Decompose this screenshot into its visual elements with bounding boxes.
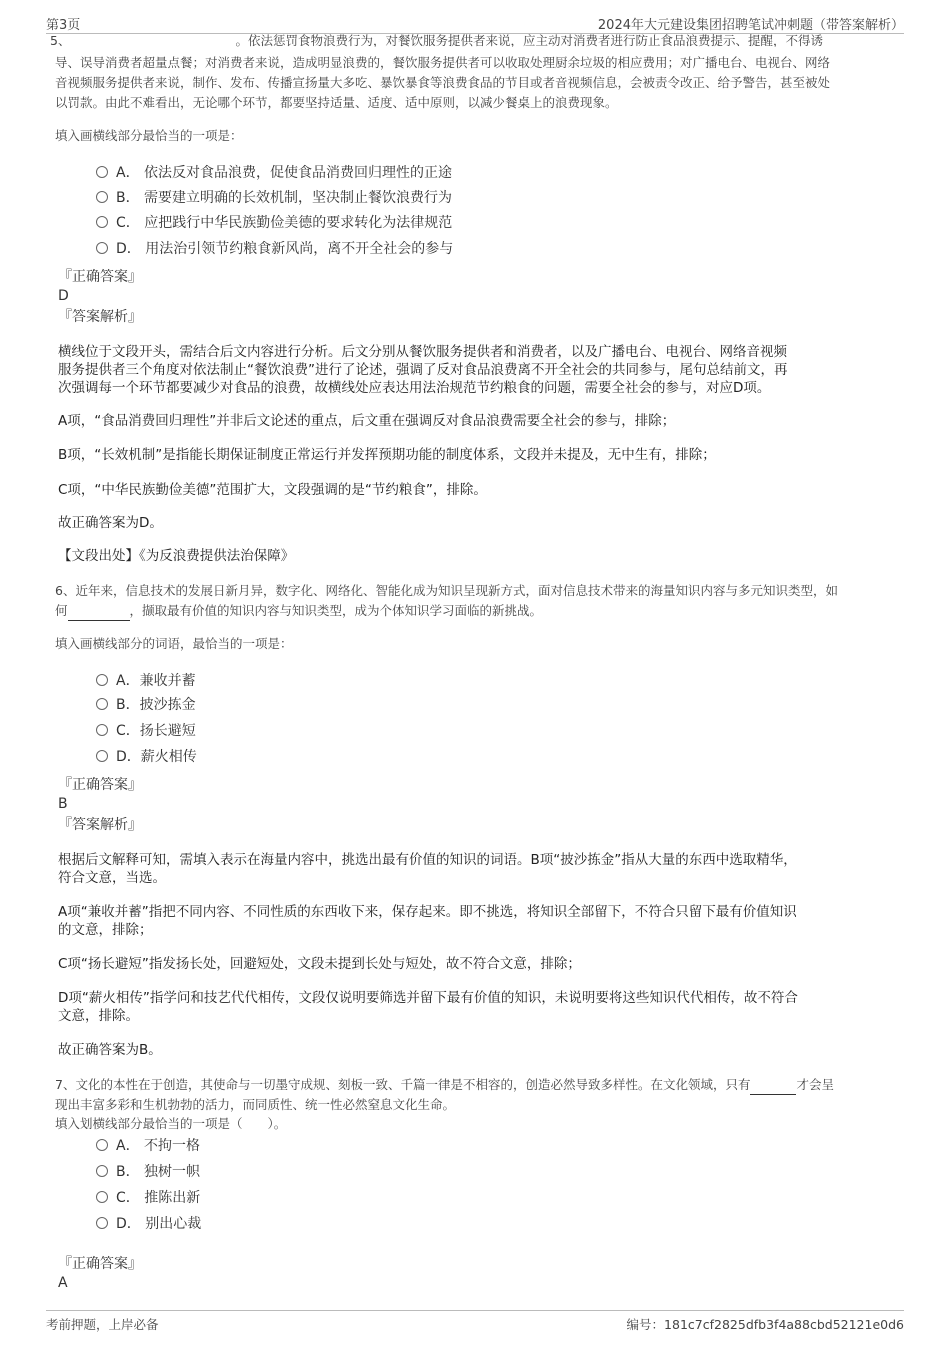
q7-blank xyxy=(750,1080,796,1095)
option-label: D．薪火相传 xyxy=(116,749,197,765)
q5-passage-line: 音视频服务提供者来说，制作、发布、传播宣扬量大多吃、暴饮暴食等浪费食品的节目或者音视频信息，会被责令改正、给予警告，甚至被处 xyxy=(55,75,831,90)
q6-analysis-line: 符合文意，当选。 xyxy=(58,870,166,886)
footer-serial xyxy=(627,1315,904,1333)
q7-prompt: 填入划横线部分最恰当的一项是（ ）。 xyxy=(55,1116,287,1131)
q7-answer: A xyxy=(58,1275,68,1291)
q6-stem-post: ，撷取最有价值的知识内容与知识类型，成为个体知识学习面临的新挑战。 xyxy=(129,603,543,618)
q7-stem-line: 现出丰富多彩和生机勃勃的活力，而同质性、统一性必然窒息文化生命。 xyxy=(55,1097,456,1112)
q7-stem-post: 才会呈 xyxy=(796,1077,834,1092)
q6-blank xyxy=(68,606,130,621)
q6-option-b[interactable] xyxy=(96,694,196,716)
q5-passage-line: 以罚款。由此不难看出，无论哪个环节，都要坚持适量、适度、适中原则，以减少餐桌上的浪费现象。 xyxy=(55,95,618,110)
option-label: C．扬长避短 xyxy=(116,723,196,739)
q5-analysis-line: 横线位于文段开头，需结合后文内容进行分析。后文分别从餐饮服务提供者和消费者，以及广播电台、电视台、网络音视频 xyxy=(58,344,787,360)
radio-icon[interactable] xyxy=(96,698,108,710)
serial-value: 181c7cf2825dfb3f4a88cbd52121e0d6 xyxy=(664,1317,904,1332)
footer-slogan: 考前押题，上岸必备 xyxy=(46,1317,159,1332)
q5-analysis-line: 次强调每一个环节都要减少对食品的浪费，故横线处应表达用法治规范节约粮食的问题，需要全社会的参与，对应D项。 xyxy=(58,380,771,396)
document-title: 2024年大元建设集团招聘笔试冲刺题（带答案解析） xyxy=(597,18,904,33)
q6-answer: B xyxy=(58,796,68,812)
q6-analysis-label: 『答案解析』 xyxy=(58,817,142,833)
q5-source: 【文段出处】《为反浪费提供法治保障》 xyxy=(58,548,295,564)
radio-icon[interactable] xyxy=(96,1217,108,1229)
option-label: C． 应把践行中华民族勤俭美德的要求转化为法律规范 xyxy=(116,215,453,231)
q5-option-d[interactable] xyxy=(96,238,453,260)
radio-icon[interactable] xyxy=(96,1191,108,1203)
q6-stem-line: 6、近年来，信息技术的发展日新月异，数字化、网络化、智能化成为知识呈现新方式，面对信息技术带来的海量知识内容与多元知识类型，如 xyxy=(55,583,838,598)
q5-answer-label: 『正确答案』 xyxy=(58,269,142,285)
q6-analysis-d: D项“薪火相传”指学问和技艺代代相传，文段仅说明要筛选并留下最有价值的知识，未说明要将这些知识代代相传，故不符合 xyxy=(58,990,798,1006)
radio-icon[interactable] xyxy=(96,191,108,203)
radio-icon[interactable] xyxy=(96,166,108,178)
q6-prompt: 填入画横线部分的词语，最恰当的一项是： xyxy=(55,636,293,651)
radio-icon[interactable] xyxy=(96,724,108,736)
q6-option-a[interactable] xyxy=(96,670,196,692)
q5-analysis-label: 『答案解析』 xyxy=(58,309,142,325)
q7-option-b[interactable] xyxy=(96,1161,200,1183)
option-label: B．披沙拣金 xyxy=(116,697,196,713)
q5-blank xyxy=(70,38,235,47)
q6-conclusion: 故正确答案为B。 xyxy=(58,1042,162,1058)
option-label: A． 依法反对食品浪费，促使食品消费回归理性的正途 xyxy=(116,165,453,181)
q6-stem-line xyxy=(55,601,542,621)
q5-analysis-b: B项，“长效机制”是指能长期保证制度正常运行并发挥预期功能的制度体系，文段并未提及，无中生有，排除； xyxy=(58,447,716,463)
q5-first-line xyxy=(50,31,910,47)
radio-icon[interactable] xyxy=(96,242,108,254)
q7-option-d[interactable] xyxy=(96,1213,201,1235)
option-label: A．兼收并蓄 xyxy=(116,673,196,689)
q5-answer: D xyxy=(58,288,69,304)
q5-analysis-line: 服务提供者三个角度对依法制止“餐饮浪费”进行了论述，强调了反对食品浪费离不开全社会的共同参与，尾句总结前文，再 xyxy=(58,362,788,378)
q7-answer-label: 『正确答案』 xyxy=(58,1256,142,1272)
q6-analysis-c: C项“扬长避短”指发扬长处，回避短处，文段未提到长处与短处，故不符合文意，排除； xyxy=(58,956,581,972)
option-label: C． 推陈出新 xyxy=(116,1190,201,1206)
page-number: 第3页 xyxy=(46,18,81,33)
q5-passage-line: 导、误导消费者超量点餐；对消费者来说，造成明显浪费的，餐饮服务提供者可以收取处理厨余垃圾的相应费用；对广播电台、电视台、网络 xyxy=(55,55,831,70)
q6-stem-pre: 何 xyxy=(55,603,68,618)
q5-conclusion: 故正确答案为D。 xyxy=(58,515,163,531)
q7-stem-line xyxy=(55,1075,834,1095)
q5-analysis-c: C项，“中华民族勤俭美德”范围扩大，文段强调的是“节约粮食”，排除。 xyxy=(58,482,487,498)
q6-option-d[interactable] xyxy=(96,746,197,768)
q7-option-a[interactable] xyxy=(96,1135,200,1157)
option-label: D． 别出心裁 xyxy=(116,1216,202,1232)
radio-icon[interactable] xyxy=(96,1165,108,1177)
q5-head-partial: 。依法惩罚食物浪费行为，对餐饮服务提供者来说，应主动对消费者进行防止食品浪费提示、提醒，不得诱 xyxy=(235,33,823,47)
q6-option-c[interactable] xyxy=(96,720,196,742)
q5-prompt: 填入画横线部分最恰当的一项是： xyxy=(55,128,243,143)
option-label: B． 需要建立明确的长效机制，坚决制止餐饮浪费行为 xyxy=(116,190,453,206)
radio-icon[interactable] xyxy=(96,1139,108,1151)
option-label: B． 独树一帜 xyxy=(116,1164,201,1180)
q6-analysis-a: 的文意，排除； xyxy=(58,922,153,938)
q7-option-c[interactable] xyxy=(96,1187,200,1209)
q7-stem-pre: 7、文化的本性在于创造，其使命与一切墨守成规、刻板一致、千篇一律是不相容的，创造必然导致多样性。在文化领域，只有 xyxy=(55,1077,751,1092)
q5-option-a[interactable] xyxy=(96,162,452,184)
radio-icon[interactable] xyxy=(96,216,108,228)
serial-label: 编号： xyxy=(626,1317,665,1332)
option-label: A． 不拘一格 xyxy=(116,1138,201,1154)
q6-analysis-d: 文意，排除。 xyxy=(58,1008,139,1024)
footer-divider xyxy=(46,1310,904,1311)
option-label: D． 用法治引领节约粮食新风尚，离不开全社会的参与 xyxy=(116,241,454,257)
q5-option-b[interactable] xyxy=(96,187,452,209)
q6-analysis-a: A项“兼收并蓄”指把不同内容、不同性质的东西收下来，保存起来。即不挑选，将知识全部留下，不符合只留下最有价值知识 xyxy=(58,904,797,920)
radio-icon[interactable] xyxy=(96,674,108,686)
q5-number: 5、 xyxy=(50,33,71,47)
q5-analysis-a: A项，“食品消费回归理性”并非后文论述的重点，后文重在强调反对食品浪费需要全社会的参与，排除； xyxy=(58,413,676,429)
radio-icon[interactable] xyxy=(96,750,108,762)
q5-option-c[interactable] xyxy=(96,212,452,234)
q6-answer-label: 『正确答案』 xyxy=(58,777,142,793)
q6-analysis-line: 根据后文解释可知，需填入表示在海量内容中，挑选出最有价值的知识的词语。B项“披沙拣金”指从大量的东西中选取精华， xyxy=(58,852,797,868)
